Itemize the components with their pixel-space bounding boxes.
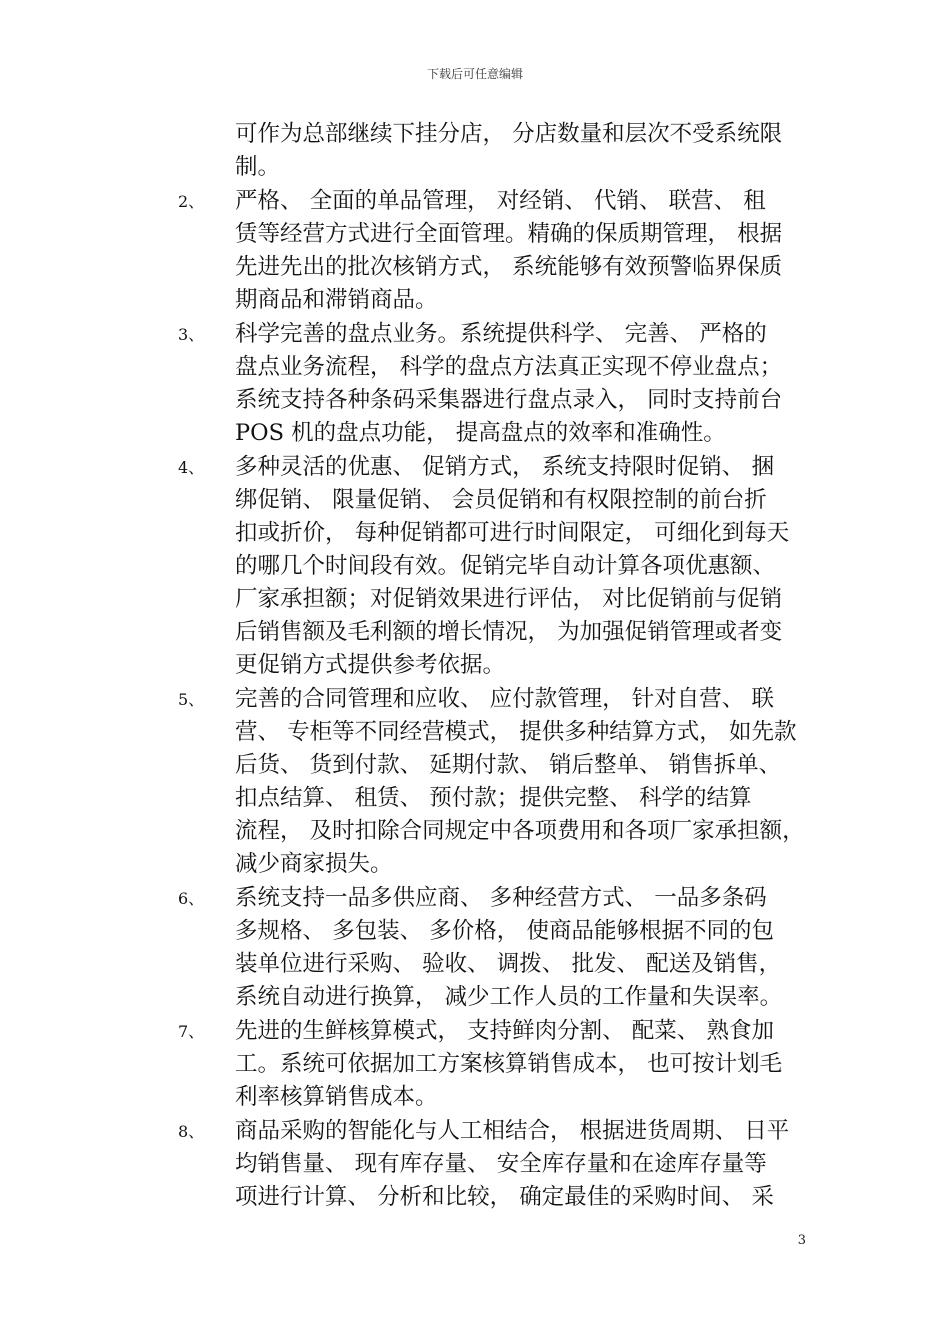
list-item-line: 严格、 全面的单品管理， 对经销、 代销、 联营、 租 (235, 188, 766, 214)
list-item-line: 流程， 及时扣除合同规定中各项费用和各项厂家承担额， (235, 818, 805, 844)
list-item-line: 先进的生鲜核算模式， 支持鲜肉分割、 配菜、 熟食加 (235, 1018, 774, 1044)
list-item-line: 厂家承担额；对促销效果进行评估， 对比促销前与促销 (235, 586, 783, 612)
list-item-line: 工。系统可依据加工方案核算销售成本， 也可按计划毛 (235, 1051, 783, 1077)
list-item-line: 系统自动进行换算， 减少工作人员的工作量和失误率。 (235, 984, 783, 1010)
list-item-line: 赁等经营方式进行全面管理。精确的保质期管理， 根据 (235, 221, 783, 247)
list-item-number: 7、 (178, 1022, 205, 1041)
list-item-line: 扣点结算、 租赁、 预付款；提供完整、 科学的结算 (235, 785, 752, 811)
intro-line: 可作为总部继续下挂分店， 分店数量和层次不受系统限 (235, 121, 783, 147)
list-item-line: 多种灵活的优惠、 促销方式， 系统支持限时促销、 捆 (235, 454, 774, 480)
list-item-line: 系统支持各种条码采集器进行盘点录入， 同时支持前台 (235, 387, 783, 413)
list-item-line: 营、 专柜等不同经营模式， 提供多种结算方式， 如先款 (235, 719, 797, 745)
list-item-line: 科学完善的盘点业务。系统提供科学、 完善、 严格的 (235, 321, 767, 347)
list-item-line: 均销售量、 现有库存量、 安全库存量和在途库存量等 (235, 1151, 767, 1177)
list-item-line: 后销售额及毛利额的增长情况， 为加强促销管理或者变 (235, 619, 783, 645)
list-item-line: 装单位进行采购、 验收、 调拨、 批发、 配送及销售， (235, 951, 782, 977)
list-item-line: 扣或折价， 每种促销都可进行时间限定， 可细化到每天 (235, 520, 790, 546)
list-item-number: 8、 (178, 1122, 205, 1141)
list-item-line: 绑促销、 限量促销、 会员促销和有权限控制的前台折 (235, 487, 767, 513)
list-item-line: 利率核算销售成本。 (235, 1084, 438, 1110)
list-item-number: 5、 (178, 690, 205, 709)
list-item-line: 的哪几个时间段有效。促销完毕自动计算各项优惠额、 (235, 553, 776, 579)
list-item-number: 3、 (178, 325, 205, 344)
intro-line: 制。 (235, 154, 281, 180)
list-item-line: 商品采购的智能化与人工相结合， 根据进货周期、 日平 (235, 1118, 790, 1144)
list-item-line: 更促销方式提供参考依据。 (235, 652, 506, 678)
page-header: 下载后可任意编辑 (426, 67, 523, 81)
list-item-number: 2、 (178, 192, 205, 211)
list-item-line: 多规格、 多包装、 多价格， 使商品能够根据不同的包 (235, 918, 774, 944)
list-item-line: 项进行计算、 分析和比较， 确定最佳的采购时间、 采 (235, 1184, 774, 1210)
list-item-line: 先进先出的批次核销方式， 系统能够有效预警临界保质 (235, 254, 783, 280)
list-item-line: 后货、 货到付款、 延期付款、 销后整单、 销售拆单、 (235, 752, 782, 778)
list-item-line: 盘点业务流程， 科学的盘点方法真正实现不停业盘点； (235, 354, 783, 380)
list-item-line: POS 机的盘点功能， 提高盘点的效率和准确性。 (235, 420, 726, 446)
list-item-line: 系统支持一品多供应商、 多种经营方式、 一品多条码 (235, 885, 767, 911)
list-item-number: 4、 (178, 458, 205, 477)
list-item-line: 完善的合同管理和应收、 应付款管理， 针对自营、 联 (235, 686, 774, 712)
list-item-number: 6、 (178, 889, 205, 908)
list-item-line: 减少商家损失。 (235, 851, 393, 877)
page-number: 3 (797, 1233, 806, 1248)
list-item-line: 期商品和滞销商品。 (235, 287, 438, 313)
